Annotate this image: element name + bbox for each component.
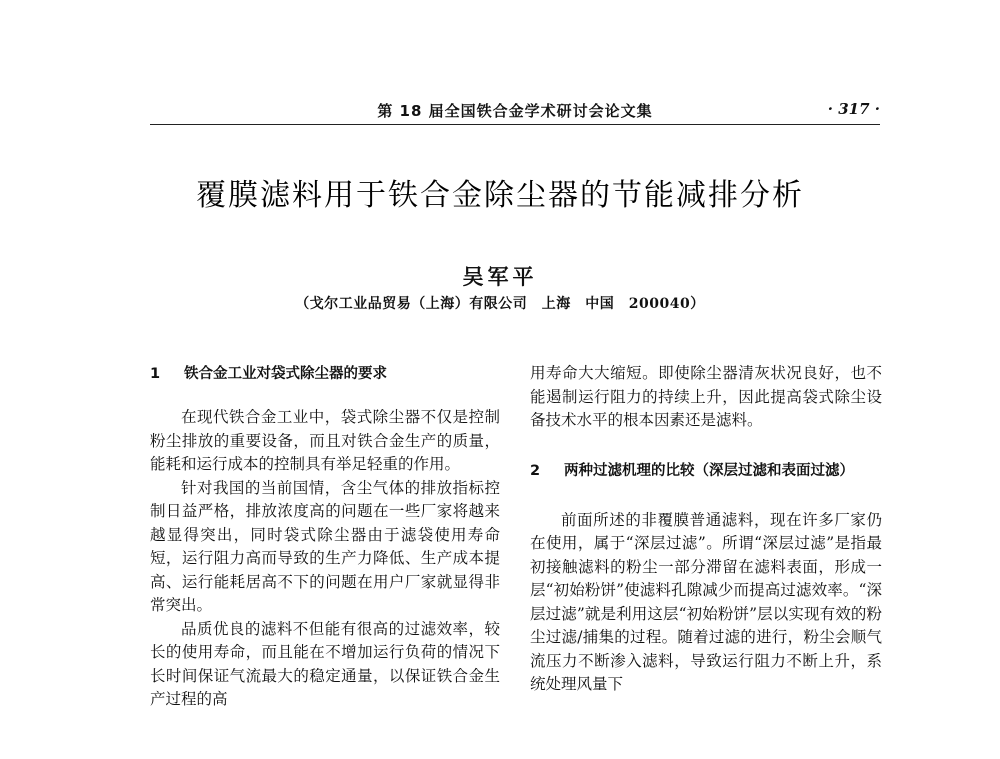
running-head-title: 第 18 届全国铁合金学术研讨会论文集 [377,102,653,120]
header-rule [150,124,880,125]
paragraph: 品质优良的滤料不但能有很高的过滤效率，较长的使用寿命，而且能在不增加运行负荷的情况下长时间保证气流最大的稳定通量，以保证铁合金生产过程的高 [150,619,500,708]
page-number: · 317 · [827,100,880,118]
paper-title: 覆膜滤料用于铁合金除尘器的节能减排分析 [196,178,804,213]
left-column [150,362,500,712]
section-number: 2 [530,462,541,479]
running-head [150,98,880,122]
section-title: 铁合金工业对袋式除尘器的要求 [184,366,387,382]
paragraph: 前面所述的非覆膜普通滤料，现在许多厂家仍在使用，属于“深层过滤”。所谓“深层过滤”是指最初接触滤料的粉尘一部分滞留在滤料表面，形成一层“初始粉饼”使滤料孔隙减少而提高过滤效率。“深层过滤”就是利用这层“初始粉饼”层以实现有效的粉尘过滤/捕集的过程。随着过滤的进行，粉尘会顺气流压力不断渗入滤料，导致运行阻力不断上升，系统处理风量下 [530,510,882,693]
section-heading [150,362,500,386]
paragraph: 在现代铁合金工业中，袋式除尘器不仅是控制粉尘排放的重要设备，而且对铁合金生产的质量，能耗和运行成本的控制具有举足轻重的作用。 [150,408,500,473]
author-affiliation: （戈尔工业品贸易（上海）有限公司 上海 中国 200040） [295,296,705,312]
section-heading [530,459,882,483]
right-column [530,362,882,697]
section-title: 两种过滤机理的比较（深层过滤和表面过滤） [564,462,854,479]
author-name: 吴军平 [462,264,538,289]
paragraph: 针对我国的当前国情，含尘气体的排放指标控制日益严格，排放浓度高的问题在一些厂家将越来越显得突出，同时袋式除尘器由于滤袋使用寿命短，运行阻力高而导致的生产力降低、生产成本提高、运行能耗居高不下的问题在用户厂家就显得非常突出。 [150,478,500,614]
section-number: 1 [150,366,161,382]
paragraph-continuation: 用寿命大大缩短。即使除尘器清灰状况良好，也不能遏制运行阻力的持续上升，因此提高袋式除尘设备技术水平的根本因素还是滤料。 [530,364,882,429]
